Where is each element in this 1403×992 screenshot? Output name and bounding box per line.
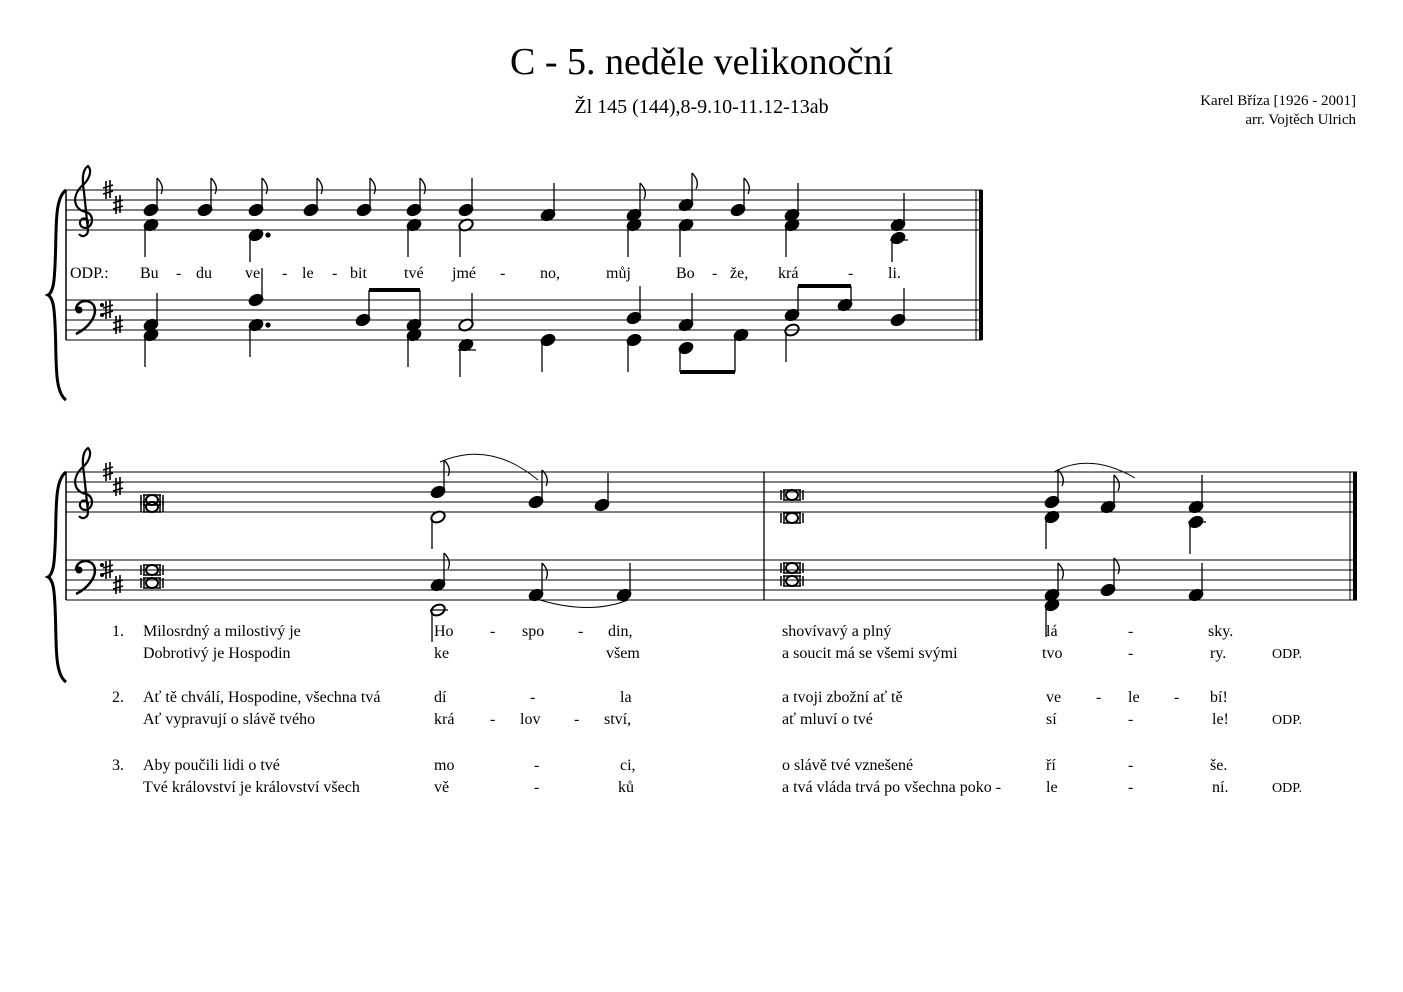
svg-text:o slávě tvé vznešené: o slávě tvé vznešené: [782, 757, 914, 774]
svg-text:le: le: [302, 265, 314, 282]
svg-text:Bo: Bo: [676, 265, 695, 282]
key-signature-icon: [103, 180, 123, 334]
verse-number: 2.: [112, 689, 124, 706]
svg-text:-: -: [712, 265, 718, 282]
bass-staff-lines: [66, 560, 1357, 600]
svg-text:bit: bit: [350, 265, 367, 282]
svg-text:-: -: [1128, 645, 1134, 662]
svg-text:lá: lá: [1046, 623, 1058, 640]
svg-text:dí: dí: [434, 689, 447, 706]
verse-1: [112, 623, 1302, 662]
svg-text:a tvoji zbožní ať tě: a tvoji zbožní ať tě: [782, 689, 903, 706]
svg-text:shovívavý a plný: shovívavý a plný: [782, 623, 892, 640]
svg-text:ní.: ní.: [1212, 779, 1229, 796]
svg-text:le: le: [1046, 779, 1058, 796]
svg-text:-: -: [1128, 711, 1134, 728]
svg-text:ve: ve: [1046, 689, 1062, 706]
composer-name: Karel Bříza [1926 - 2001]: [1200, 93, 1356, 109]
svg-text:li.: li.: [888, 265, 901, 282]
svg-text:la: la: [620, 689, 632, 706]
svg-text:ci,: ci,: [620, 757, 636, 774]
svg-text:sí: sí: [1046, 711, 1057, 728]
system-brace: [48, 190, 66, 400]
response-marker: ODP.: [1272, 713, 1302, 728]
svg-text:-: -: [490, 711, 496, 728]
svg-text:jmé: jmé: [452, 265, 476, 282]
svg-text:lov: lov: [520, 711, 541, 728]
verse-2: [112, 689, 1302, 728]
svg-text:-: -: [282, 265, 288, 282]
verse-number: 1.: [112, 623, 124, 640]
bass-clef-icon: [76, 301, 105, 334]
treble-clef-icon: [75, 448, 92, 518]
svg-text:-: -: [1096, 689, 1102, 706]
svg-text:ve: ve: [245, 265, 261, 282]
svg-text:-: -: [1128, 623, 1134, 640]
svg-text:-: -: [1128, 757, 1134, 774]
svg-text:bí!: bí!: [1210, 689, 1228, 706]
svg-text:-: -: [490, 623, 496, 640]
svg-text:ať mluví o tvé: ať mluví o tvé: [782, 711, 873, 728]
svg-text:a tvá vláda trvá po všechna po: a tvá vláda trvá po všechna poko -: [782, 779, 1002, 796]
svg-text:še.: še.: [1210, 757, 1228, 774]
svg-text:-: -: [848, 265, 854, 282]
svg-text:-: -: [500, 265, 506, 282]
svg-text:že,: že,: [730, 265, 749, 282]
svg-text:-: -: [578, 623, 584, 640]
svg-text:Ať vypravují o slávě tvého: Ať vypravují o slávě tvého: [143, 711, 316, 728]
response-marker: ODP.: [1272, 647, 1302, 662]
svg-text:-: -: [176, 265, 182, 282]
verse-number: 3.: [112, 757, 124, 774]
svg-text:krá: krá: [434, 711, 455, 728]
alto-notes: [143, 218, 908, 262]
svg-text:Milosrdný a milostivý je: Milosrdný a milostivý je: [143, 623, 301, 640]
svg-text:Dobrotivý je Hospodin: Dobrotivý je Hospodin: [143, 645, 291, 662]
svg-text:-: -: [1174, 689, 1180, 706]
verses: [112, 623, 1302, 796]
system-1: [48, 166, 982, 400]
svg-text:-: -: [574, 711, 580, 728]
svg-text:ke: ke: [434, 645, 450, 662]
svg-text:-: -: [1128, 779, 1134, 796]
svg-text:tvé: tvé: [404, 265, 424, 282]
bass-clef-icon: [76, 561, 105, 594]
recitation-notes: [141, 490, 803, 588]
response-lyrics: [70, 265, 901, 282]
svg-text:ství,: ství,: [604, 711, 632, 728]
svg-text:sky.: sky.: [1208, 623, 1234, 640]
psalm-reference: Žl 145 (144),8-9.10-11.12-13ab: [574, 96, 829, 118]
system-brace: [48, 472, 66, 682]
svg-text:-: -: [534, 779, 540, 796]
svg-text:Aby poučili lidi o tvé: Aby poučili lidi o tvé: [143, 757, 280, 774]
svg-text:a soucit má se všemi svými: a soucit má se všemi svými: [782, 645, 958, 662]
svg-text:-: -: [530, 689, 536, 706]
svg-text:všem: všem: [606, 645, 640, 662]
svg-text:tvo: tvo: [1042, 645, 1063, 662]
svg-text:spo: spo: [522, 623, 545, 640]
svg-text:mo: mo: [434, 757, 455, 774]
response-label: ODP.:: [70, 265, 109, 282]
svg-text:din,: din,: [608, 623, 633, 640]
svg-text:Ať tě chválí, Hospodine, všech: Ať tě chválí, Hospodine, všechna tvá: [143, 689, 381, 706]
arranger-name: arr. Vojtěch Ulrich: [1245, 112, 1356, 128]
svg-text:ry.: ry.: [1210, 645, 1227, 662]
svg-text:Tvé království je království v: Tvé království je království všech: [143, 779, 360, 796]
treble-staff-lines: [66, 472, 1357, 512]
page-title: C - 5. neděle velikonoční: [509, 41, 894, 83]
svg-text:no,: no,: [540, 265, 560, 282]
svg-text:-: -: [534, 757, 540, 774]
verse-3: [112, 757, 1302, 796]
svg-text:Ho: Ho: [434, 623, 454, 640]
svg-text:Bu: Bu: [140, 265, 159, 282]
svg-text:ří: ří: [1046, 757, 1056, 774]
treble-clef-icon: [75, 166, 92, 236]
svg-text:ků: ků: [618, 779, 634, 796]
svg-text:vě: vě: [434, 779, 450, 796]
response-marker: ODP.: [1272, 781, 1302, 796]
svg-text:-: -: [332, 265, 338, 282]
svg-text:du: du: [196, 265, 212, 282]
svg-text:můj: můj: [606, 265, 631, 282]
svg-text:le!: le!: [1212, 711, 1229, 728]
svg-text:krá: krá: [778, 265, 799, 282]
svg-text:le: le: [1128, 689, 1140, 706]
